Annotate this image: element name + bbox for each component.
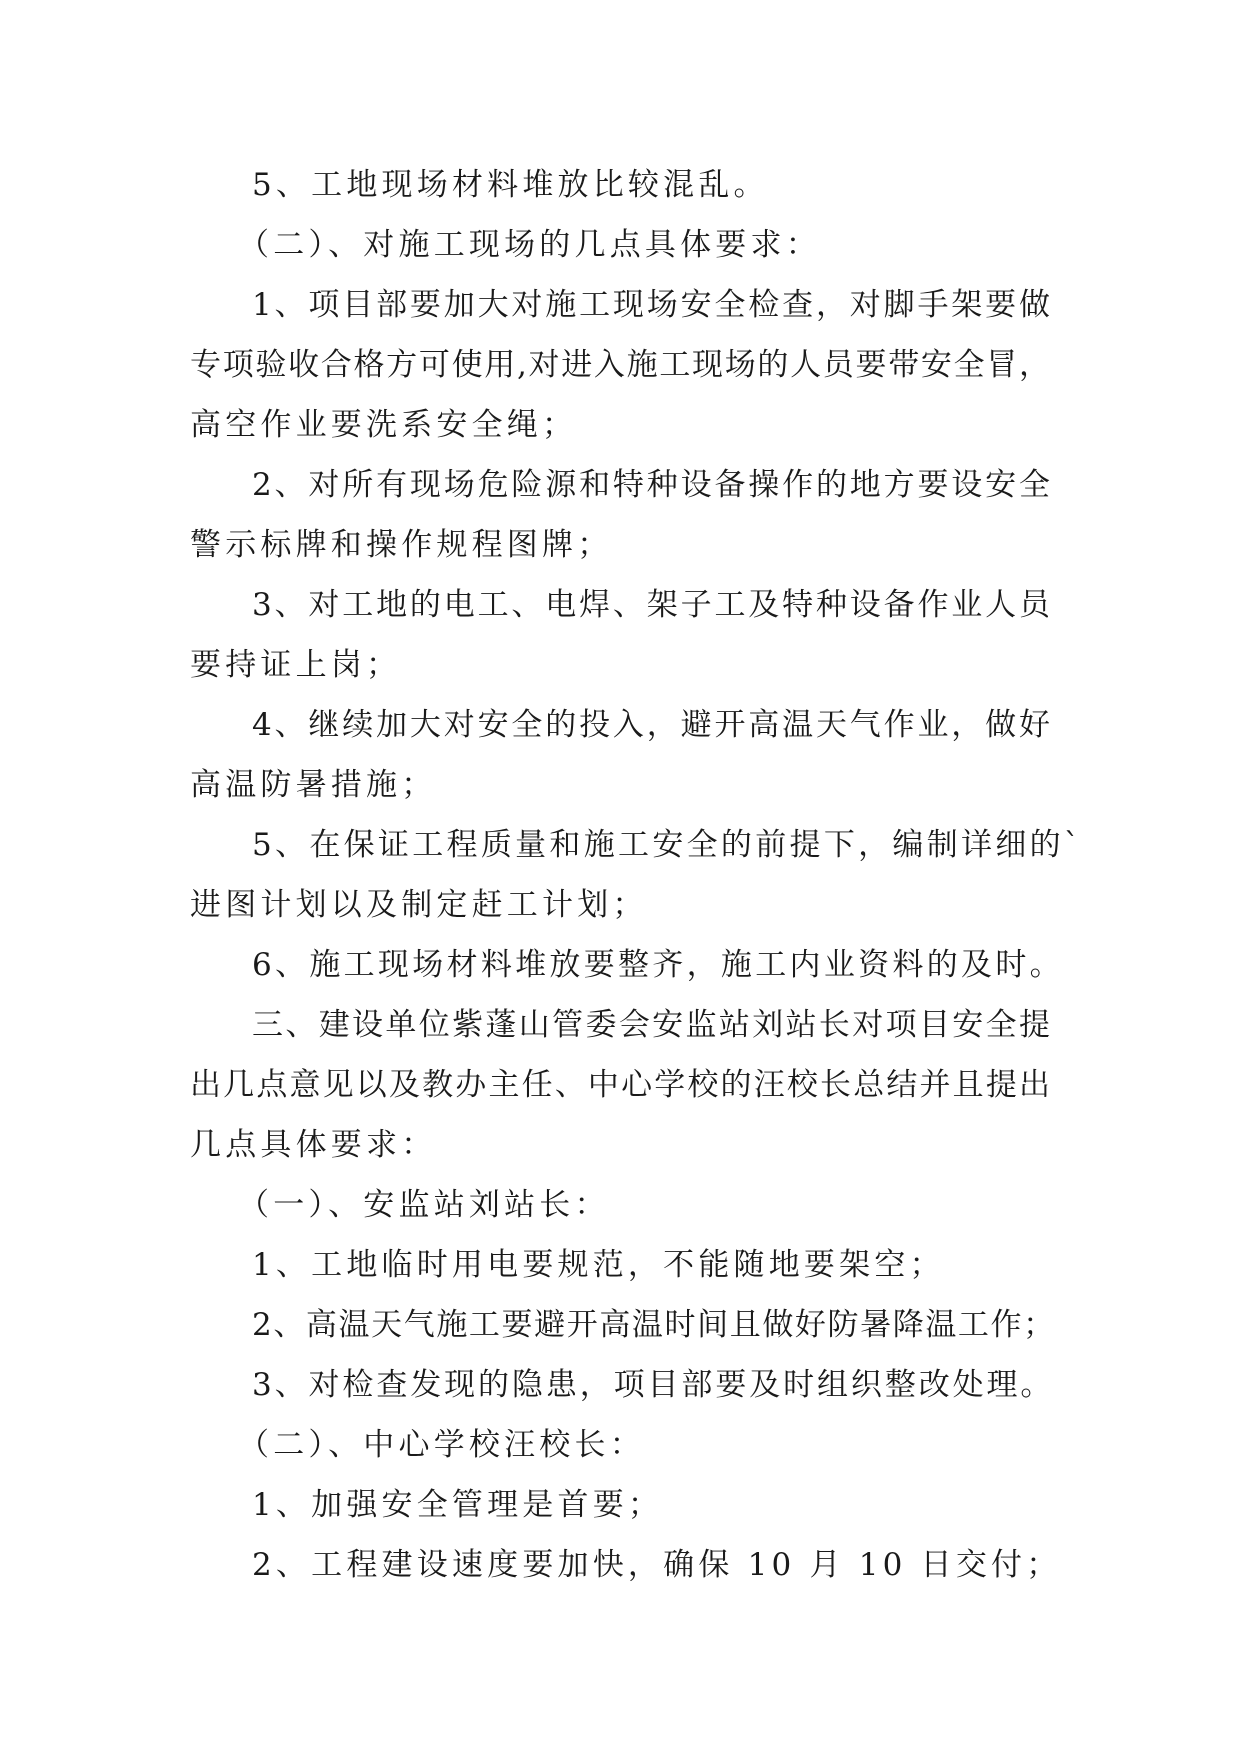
section-heading: （一）、安监站刘站长： [238,1187,610,1223]
paragraph-line: 高空作业要洗系安全绳； [190,407,578,443]
paragraph-line: 高温防暑措施； [190,767,437,803]
paragraph-line: 几点具体要求： [190,1127,437,1163]
paragraph-line: 1、加强安全管理是首要； [252,1487,664,1523]
paragraph-line: 6、施工现场材料堆放要整齐，施工内业资料的及时。 [252,947,1064,983]
paragraph-line: 2、工程建设速度要加快，确保 10 月 10 日交付； [252,1547,1062,1583]
paragraph-line: 出几点意见以及教办主任、中心学校的汪校长总结并且提出 [190,1067,1050,1103]
section-heading: （二）、中心学校汪校长： [238,1427,645,1463]
paragraph-line: 3、对检查发现的隐患，项目部要及时组织整改处理。 [252,1367,1055,1403]
paragraph-line: 2、高温天气施工要避开高温时间且做好防暑降温工作； [252,1307,1056,1343]
paragraph-line: 3、对工地的电工、电焊、架子工及特种设备作业人员 [252,587,1050,623]
section-heading: 三、建设单位紫蓬山管委会安监站刘站长对项目安全提 [252,1007,1050,1043]
paragraph-line: 4、继续加大对安全的投入，避开高温天气作业，做好 [252,707,1050,743]
paragraph-line: 5、工地现场材料堆放比较混乱。 [252,167,769,203]
paragraph-line: 警示标牌和操作规程图牌； [190,527,613,563]
paragraph-line: 5、在保证工程质量和施工安全的前提下，编制详细的` [252,827,1083,863]
document-body [190,155,1083,1595]
section-heading: （二）、对施工现场的几点具体要求： [238,227,821,263]
paragraph-line: 专项验收合格方可使用,对进入施工现场的人员要带安全冒， [190,347,1050,383]
paragraph-line: 2、对所有现场危险源和特种设备操作的地方要设安全 [252,467,1050,503]
paragraph-line: 1、工地临时用电要规范，不能随地要架空； [252,1247,945,1283]
paragraph-line: 进图计划以及制定赶工计划； [190,887,648,923]
paragraph-line: 1、项目部要加大对施工现场安全检查，对脚手架要做 [252,287,1050,323]
paragraph-line: 要持证上岗； [190,647,402,683]
